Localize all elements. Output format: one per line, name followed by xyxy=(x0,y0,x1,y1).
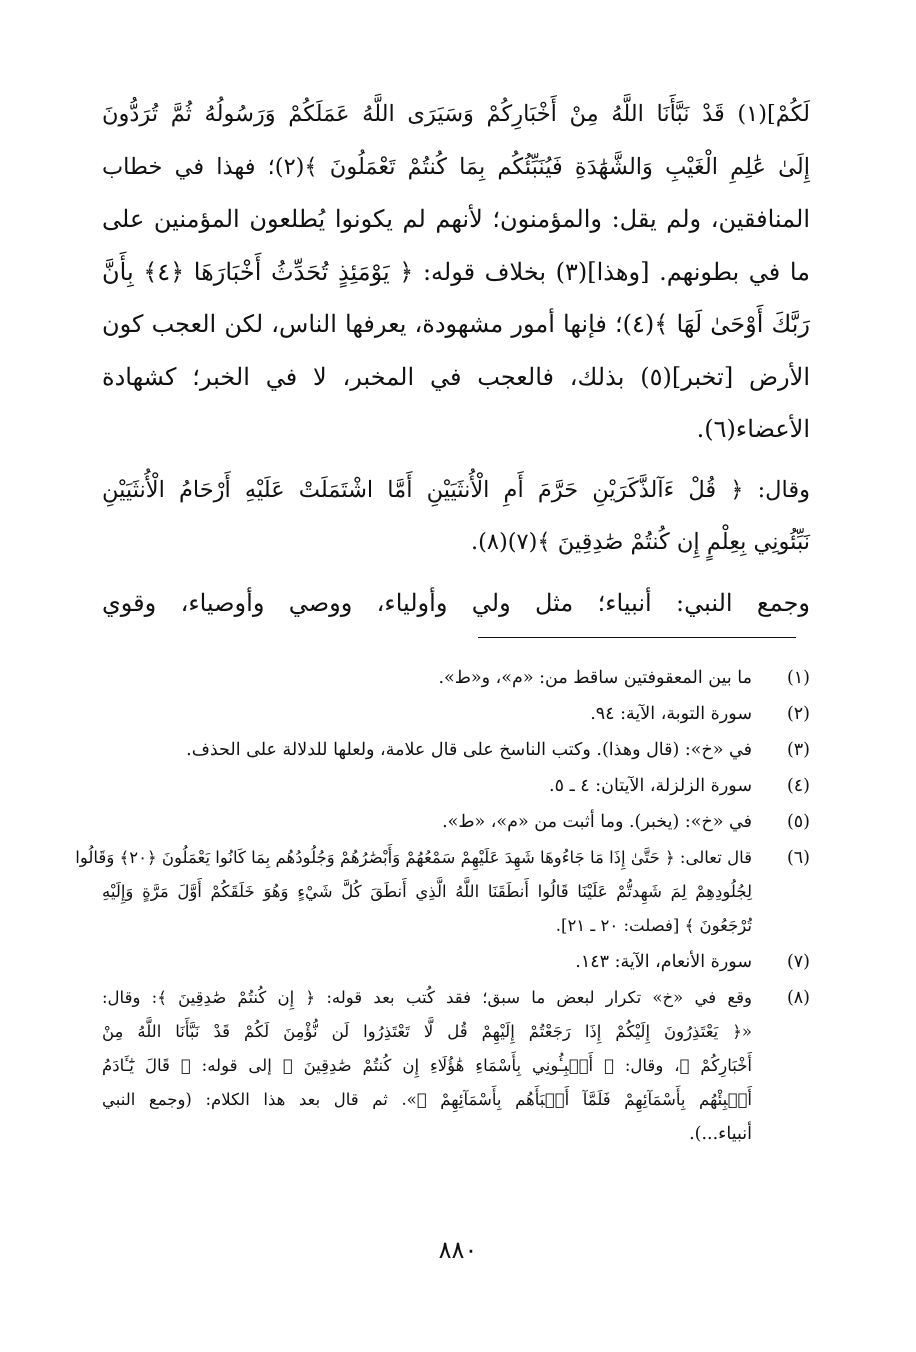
text-line: لَكُمْ](١) قَدْ نَبَّأَنَا اللَّهُ مِنْ أَخْبَارِكُمْ وَسَيَرَى اللَّهُ عَمَلَكُمْ وَرَسُولُهُ ثُمَّ تُرَدُّونَ xyxy=(102,101,810,127)
footnote xyxy=(102,805,810,839)
text-line: إِلَىٰ عَٰلِمِ الْغَيْبِ وَالشَّهَٰدَةِ فَيُنَبِّئُكُم بِمَا كُنتُمْ تَعْمَلُونَ ﴾(٢)؛ فهذا في خطاب xyxy=(102,153,810,180)
footnote-line: لِجُلُودِهِمْ لِمَ شَهِدتُّمْ عَلَيْنَا قَالُوا أَنطَقَنَا اللَّهُ الَّذِي أَنطَقَ كُلَّ شَيْءٍ وَهُوَ خَلَقَكُمْ أَوَّلَ مَرَّةٍ وَإِلَيْهِ xyxy=(102,882,752,901)
footnote xyxy=(102,697,810,731)
text-line: المنافقين، ولم يقل: والمؤمنون؛ لأنهم لم يكونوا يُطلعون المؤمنين على xyxy=(102,205,810,233)
text-line: نَبِّئُونِي بِعِلْمٍ إِن كُنتُمْ صَٰدِقِينَ ﴾(٧)(٨). xyxy=(470,529,810,555)
footnote-number: (٥) xyxy=(786,812,810,832)
footnote-line: أَنۢبِئْهُم بِأَسْمَآئِهِمْ فَلَمَّآ أَنۢبَأَهُم بِأَسْمَآئِهِمْ ﴾». ثم قال بعد هذا الكلام: (وجمع النبي xyxy=(102,1090,752,1109)
footnote xyxy=(102,769,810,803)
main-text xyxy=(102,88,810,629)
footnote-line: وقع في «خ» تكرار لبعض ما سبق؛ فقد كُتب بعد قوله: ﴿ إِن كُنتُمْ صَٰدِقِينَ ﴾: وقال: xyxy=(102,988,752,1007)
text-line: رَبَّكَ أَوْحَىٰ لَهَا ﴾(٤)؛ فإنها أمور مشهودة، يعرفها الناس، لكن العجب كون xyxy=(102,310,811,338)
footnote-line: أنبياء...). xyxy=(689,1124,752,1144)
footnote-line: قال تعالى: ﴿ حَتَّىٰ إِذَا مَا جَاءُوهَا شَهِدَ عَلَيْهِمْ سَمْعُهُمْ وَأَبْصَٰرُهُمْ وَجُلُودُهُم بِمَا كَانُوا يَعْمَلُونَ ﴿٢٠﴾ وَقَالُوا xyxy=(75,848,752,867)
footnote xyxy=(102,733,810,767)
footnote-number: (٨) xyxy=(786,988,810,1008)
footnote-number: (٤) xyxy=(786,776,810,796)
page-number: ٨٨٠ xyxy=(438,1236,478,1264)
footnote-line: «﴿ يَعْتَذِرُونَ إِلَيْكُمْ إِذَا رَجَعْتُمْ إِلَيْهِمْ قُل لَّا تَعْتَذِرُوا لَن نُّؤْمِنَ لَكُمْ قَدْ نَبَّأَنَا اللَّهُ مِنْ xyxy=(102,1022,752,1041)
footnote xyxy=(102,945,810,979)
footnote-number: (٣) xyxy=(786,740,810,760)
footnote-line: سورة الأنعام، الآية: ١٤٣. xyxy=(575,952,752,972)
footnote-line: سورة التوبة، الآية: ٩٤. xyxy=(590,704,752,724)
footnote-line: تُرْجَعُونَ ﴾ [فصلت: ٢٠ ـ ٢١]. xyxy=(555,916,752,935)
text-line: وقال: ﴿ قُلْ ءَآلذَّكَرَيْنِ حَرَّمَ أَمِ الْأُنثَيَيْنِ أَمَّا اشْتَمَلَتْ عَلَيْهِ أَرْحَامُ الْأُنثَيَيْنِ xyxy=(102,476,810,503)
footnote xyxy=(75,841,810,943)
footnote-line: أَخْبَارِكُمْ ﴾، وقال: ﴿ أَنۢبِـُٔونِي بِأَسْمَاءِ هَٰؤُلَاءِ إِن كُنتُمْ صَٰدِقِينَ ﴾ إلى قوله: ﴿ قَالَ يَٰٓـَٔادَمُ xyxy=(102,1056,752,1075)
footnote-line: في «خ»: (يخبر). وما أثبت من «م»، «ط». xyxy=(442,812,752,832)
footnote xyxy=(102,661,810,695)
footnotes xyxy=(75,661,810,1151)
footnote-number: (٧) xyxy=(786,952,810,972)
footnote xyxy=(102,981,810,1151)
footnote-separator xyxy=(478,637,796,638)
footnote-number: (٢) xyxy=(786,704,810,724)
text-line: الأعضاء(٦). xyxy=(696,415,810,443)
footnote-line: ما بين المعقوفتين ساقط من: «م»، و«ط». xyxy=(438,668,752,688)
footnote-line: في «خ»: (قال وهذا). وكتب الناسخ على قال علامة، ولعلها للدلالة على الحذف. xyxy=(186,740,752,760)
footnote-line: سورة الزلزلة، الآيتان: ٤ ـ ٥. xyxy=(549,776,752,796)
footnote-number: (٦) xyxy=(786,848,810,868)
text-line: وجمع النبي: أنبياء؛ مثل ولي وأولياء، ووصي وأوصياء، وقوي xyxy=(102,588,810,617)
footnote-number: (١) xyxy=(786,668,810,688)
text-line: الأرض [تخبر](٥) بذلك، فالعجب في المخبر، لا في الخبر؛ كشهادة xyxy=(102,362,811,391)
text-line: ما في بطونهم. [وهذا](٣) بخلاف قوله: ﴿ يَوْمَئِذٍ تُحَدِّثُ أَخْبَارَهَا ﴿٤﴾ بِأَنَّ xyxy=(102,257,810,286)
